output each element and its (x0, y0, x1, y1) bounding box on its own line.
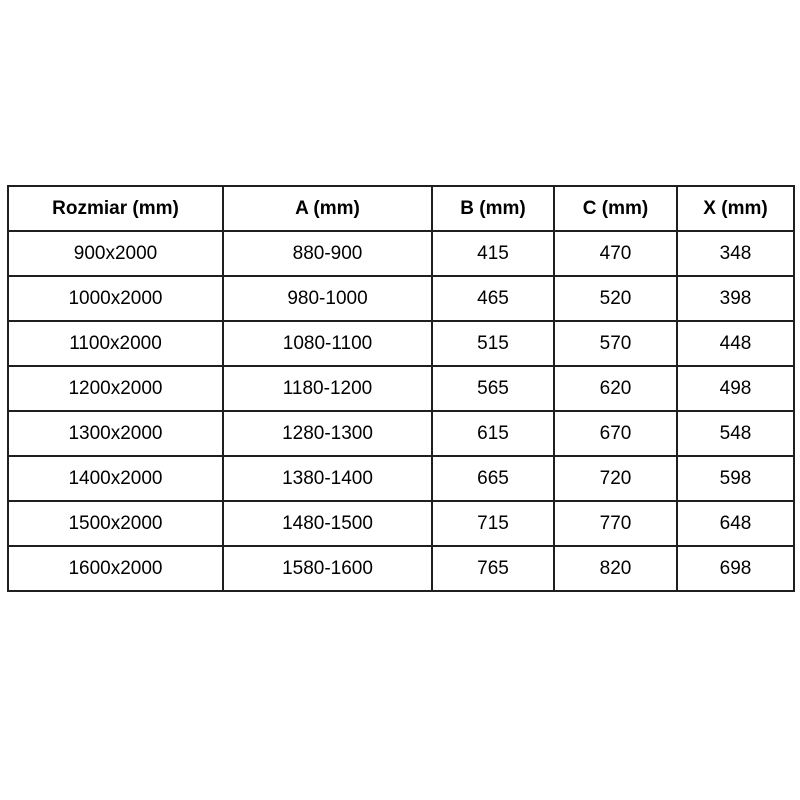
table-cell: 1280-1300 (223, 411, 432, 456)
header-row (8, 186, 794, 231)
table-cell: 1480-1500 (223, 501, 432, 546)
table-cell: 665 (432, 456, 554, 501)
table-cell: 1380-1400 (223, 456, 432, 501)
table-cell: 1400x2000 (8, 456, 223, 501)
size-spec-table (7, 185, 795, 592)
table-cell: 570 (554, 321, 677, 366)
table-cell: 498 (677, 366, 794, 411)
table-cell: 470 (554, 231, 677, 276)
table-cell: 765 (432, 546, 554, 591)
table-cell: 980-1000 (223, 276, 432, 321)
column-header-a: A (mm) (223, 186, 432, 231)
table-cell: 515 (432, 321, 554, 366)
table-cell: 565 (432, 366, 554, 411)
table-cell: 770 (554, 501, 677, 546)
table-cell: 620 (554, 366, 677, 411)
table-cell: 598 (677, 456, 794, 501)
table-cell: 398 (677, 276, 794, 321)
table-row (8, 276, 794, 321)
table-cell: 1500x2000 (8, 501, 223, 546)
table-cell: 415 (432, 231, 554, 276)
table-cell: 548 (677, 411, 794, 456)
table-cell: 1600x2000 (8, 546, 223, 591)
table-cell: 1300x2000 (8, 411, 223, 456)
table-cell: 1580-1600 (223, 546, 432, 591)
table-cell: 520 (554, 276, 677, 321)
column-header-rozmiar: Rozmiar (mm) (8, 186, 223, 231)
table-cell: 670 (554, 411, 677, 456)
table-cell: 720 (554, 456, 677, 501)
table-cell: 900x2000 (8, 231, 223, 276)
table-cell: 615 (432, 411, 554, 456)
column-header-c: C (mm) (554, 186, 677, 231)
table-cell: 1200x2000 (8, 366, 223, 411)
table-row (8, 456, 794, 501)
table-cell: 1180-1200 (223, 366, 432, 411)
table-row (8, 501, 794, 546)
table-cell: 1100x2000 (8, 321, 223, 366)
table-row (8, 546, 794, 591)
column-header-x: X (mm) (677, 186, 794, 231)
table-row (8, 411, 794, 456)
table-cell: 1000x2000 (8, 276, 223, 321)
table-cell: 820 (554, 546, 677, 591)
table-row (8, 321, 794, 366)
column-header-b: B (mm) (432, 186, 554, 231)
table-cell: 648 (677, 501, 794, 546)
table-cell: 698 (677, 546, 794, 591)
table-cell: 465 (432, 276, 554, 321)
table-cell: 1080-1100 (223, 321, 432, 366)
table-row (8, 231, 794, 276)
table-cell: 448 (677, 321, 794, 366)
table-cell: 880-900 (223, 231, 432, 276)
table-cell: 348 (677, 231, 794, 276)
table-row (8, 366, 794, 411)
table-cell: 715 (432, 501, 554, 546)
